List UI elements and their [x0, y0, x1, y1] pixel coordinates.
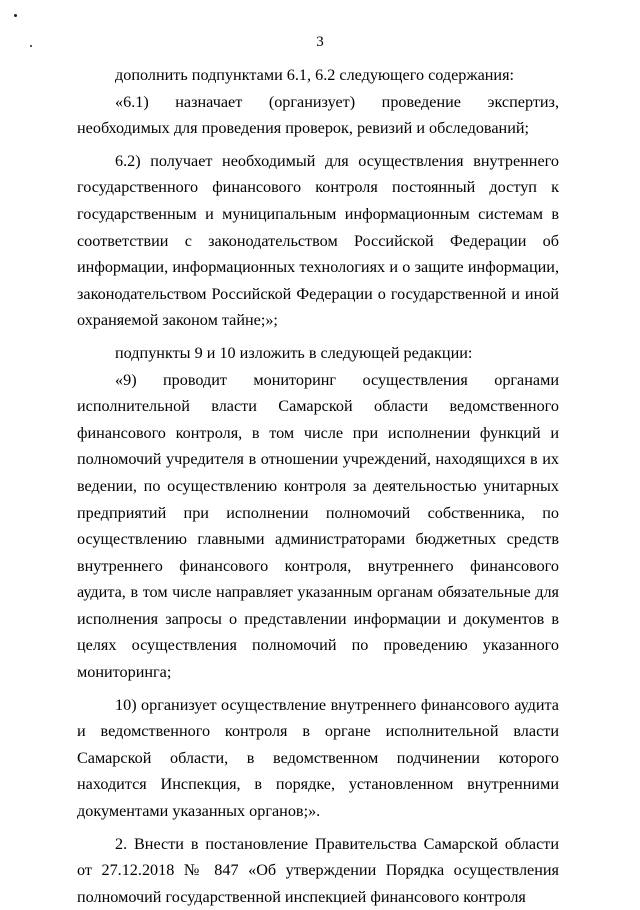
paragraph-intro-9-10: подпункты 9 и 10 изложить в следующей редакции:	[115, 343, 473, 362]
document-body	[77, 62, 559, 910]
paragraph-6-1: «6.1) назначает (организует) проведение экспертиз, необходимых для проведения проверок, ревизий и обследований;	[77, 92, 559, 138]
paragraph-9: «9) проводит мониторинг осуществления органами исполнительной власти Самарской области ведомственного финансового контроля, в том числе при исполнении функций и полномочий учредителя в отношении учреждений, находящихся в их ведении, по осуществлению контроля за деятельностью унитарных предприятий при исполнении полномочий собственника, по осуществлению главными администраторами бюджетных средств внутреннего финансового контроля, внутреннего финансового аудита, в том числе направляет указанным органам обязательные для исполнения запросы о представлении информации и документов в целях осуществления полномочий по проведению указанного мониторинга;	[77, 370, 559, 682]
paragraph-6-2: 6.2) получает необходимый для осуществления внутреннего государственного финансового контроля постоянный доступ к государственным и муниципальным информационным системам в соответствии с законодательством Российской Федерации об информации, информационных технологиях и о защите информации, законодательством Российской Федерации о государственной и иной охраняемой законом тайне;»;	[77, 151, 559, 330]
paragraph-item-2: 2. Внести в постановление Правительства Самарской области от 27.12.2018 № 847 «Об утверждении Порядка осуществления полномочий государственной инспекцией финансового контроля	[77, 834, 559, 906]
page-number: 3	[316, 34, 324, 50]
paragraph-intro-6: дополнить подпунктами 6.1, 6.2 следующего содержания:	[115, 66, 515, 84]
scan-speck	[14, 14, 17, 17]
paragraph-10: 10) организует осуществление внутреннего финансового аудита и ведомственного контроля в органе исполнительной власти Самарской области, в ведомственном подчинении которого находится Инспекция, в порядке, установленном внутренними документами указанных органов;».	[77, 695, 559, 821]
